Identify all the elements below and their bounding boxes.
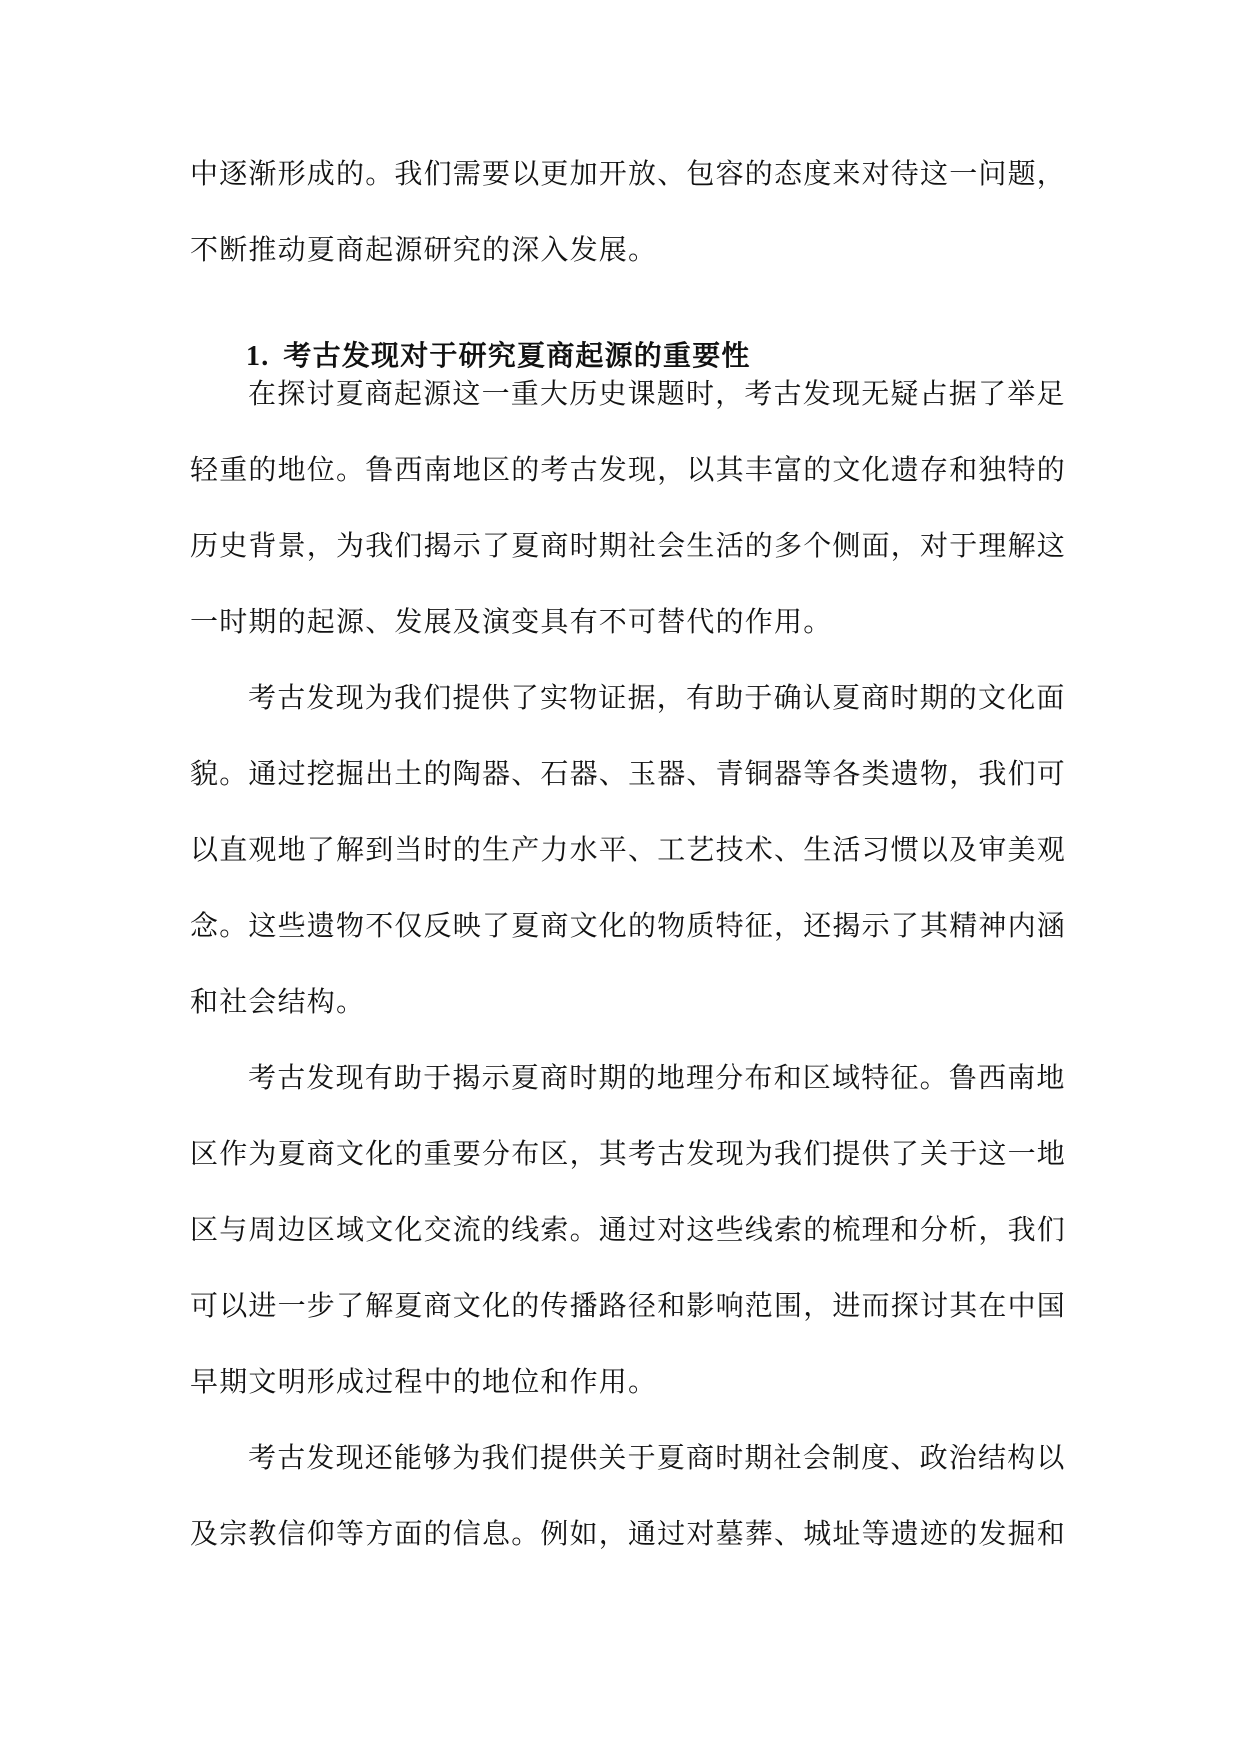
text-line: 在探讨夏商起源这一重大历史课题时，考古发现无疑占据了举足 (248, 377, 1066, 410)
text-line: 考古发现还能够为我们提供关于夏商时期社会制度、政治结构以 (248, 1441, 1066, 1474)
text-line: 以直观地了解到当时的生产力水平、工艺技术、生活习惯以及审美观 (190, 833, 1067, 866)
text-line: 考古发现有助于揭示夏商时期的地理分布和区域特征。鲁西南地 (248, 1061, 1066, 1094)
text-line: 历史背景，为我们揭示了夏商时期社会生活的多个侧面，对于理解这 (190, 529, 1067, 562)
text-line: 和社会结构。 (190, 985, 366, 1018)
text-line: 区作为夏商文化的重要分布区，其考古发现为我们提供了关于这一地 (190, 1137, 1067, 1170)
text-line: 中逐渐形成的。我们需要以更加开放、包容的态度来对待这一问题， (190, 157, 1067, 190)
text-line: 不断推动夏商起源研究的深入发展。 (190, 233, 658, 266)
paragraph (190, 1420, 1067, 1572)
text-line: 区与周边区域文化交流的线索。通过对这些线索的梳理和分析，我们 (190, 1213, 1067, 1246)
paragraph (190, 1040, 1067, 1420)
text-line: 可以进一步了解夏商文化的传播路径和影响范围，进而探讨其在中国 (190, 1289, 1067, 1322)
text-line: 轻重的地位。鲁西南地区的考古发现，以其丰富的文化遗存和独特的 (190, 453, 1067, 486)
text-line: 念。这些遗物不仅反映了夏商文化的物质特征，还揭示了其精神内涵 (190, 909, 1067, 942)
intro-paragraph (190, 136, 1067, 288)
text-line: 一时期的起源、发展及演变具有不可替代的作用。 (190, 605, 833, 638)
section-number: 1. (246, 341, 270, 372)
text-line: 及宗教信仰等方面的信息。例如，通过对墓葬、城址等遗迹的发掘和 (190, 1517, 1067, 1550)
text-line: 早期文明形成过程中的地位和作用。 (190, 1365, 658, 1398)
paragraph (190, 660, 1067, 1040)
paragraph (190, 356, 1067, 660)
section-title: 考古发现对于研究夏商起源的重要性 (283, 339, 751, 372)
text-line: 考古发现为我们提供了实物证据，有助于确认夏商时期的文化面 (248, 681, 1066, 714)
text-line: 貌。通过挖掘出土的陶器、石器、玉器、青铜器等各类遗物，我们可 (190, 757, 1067, 790)
